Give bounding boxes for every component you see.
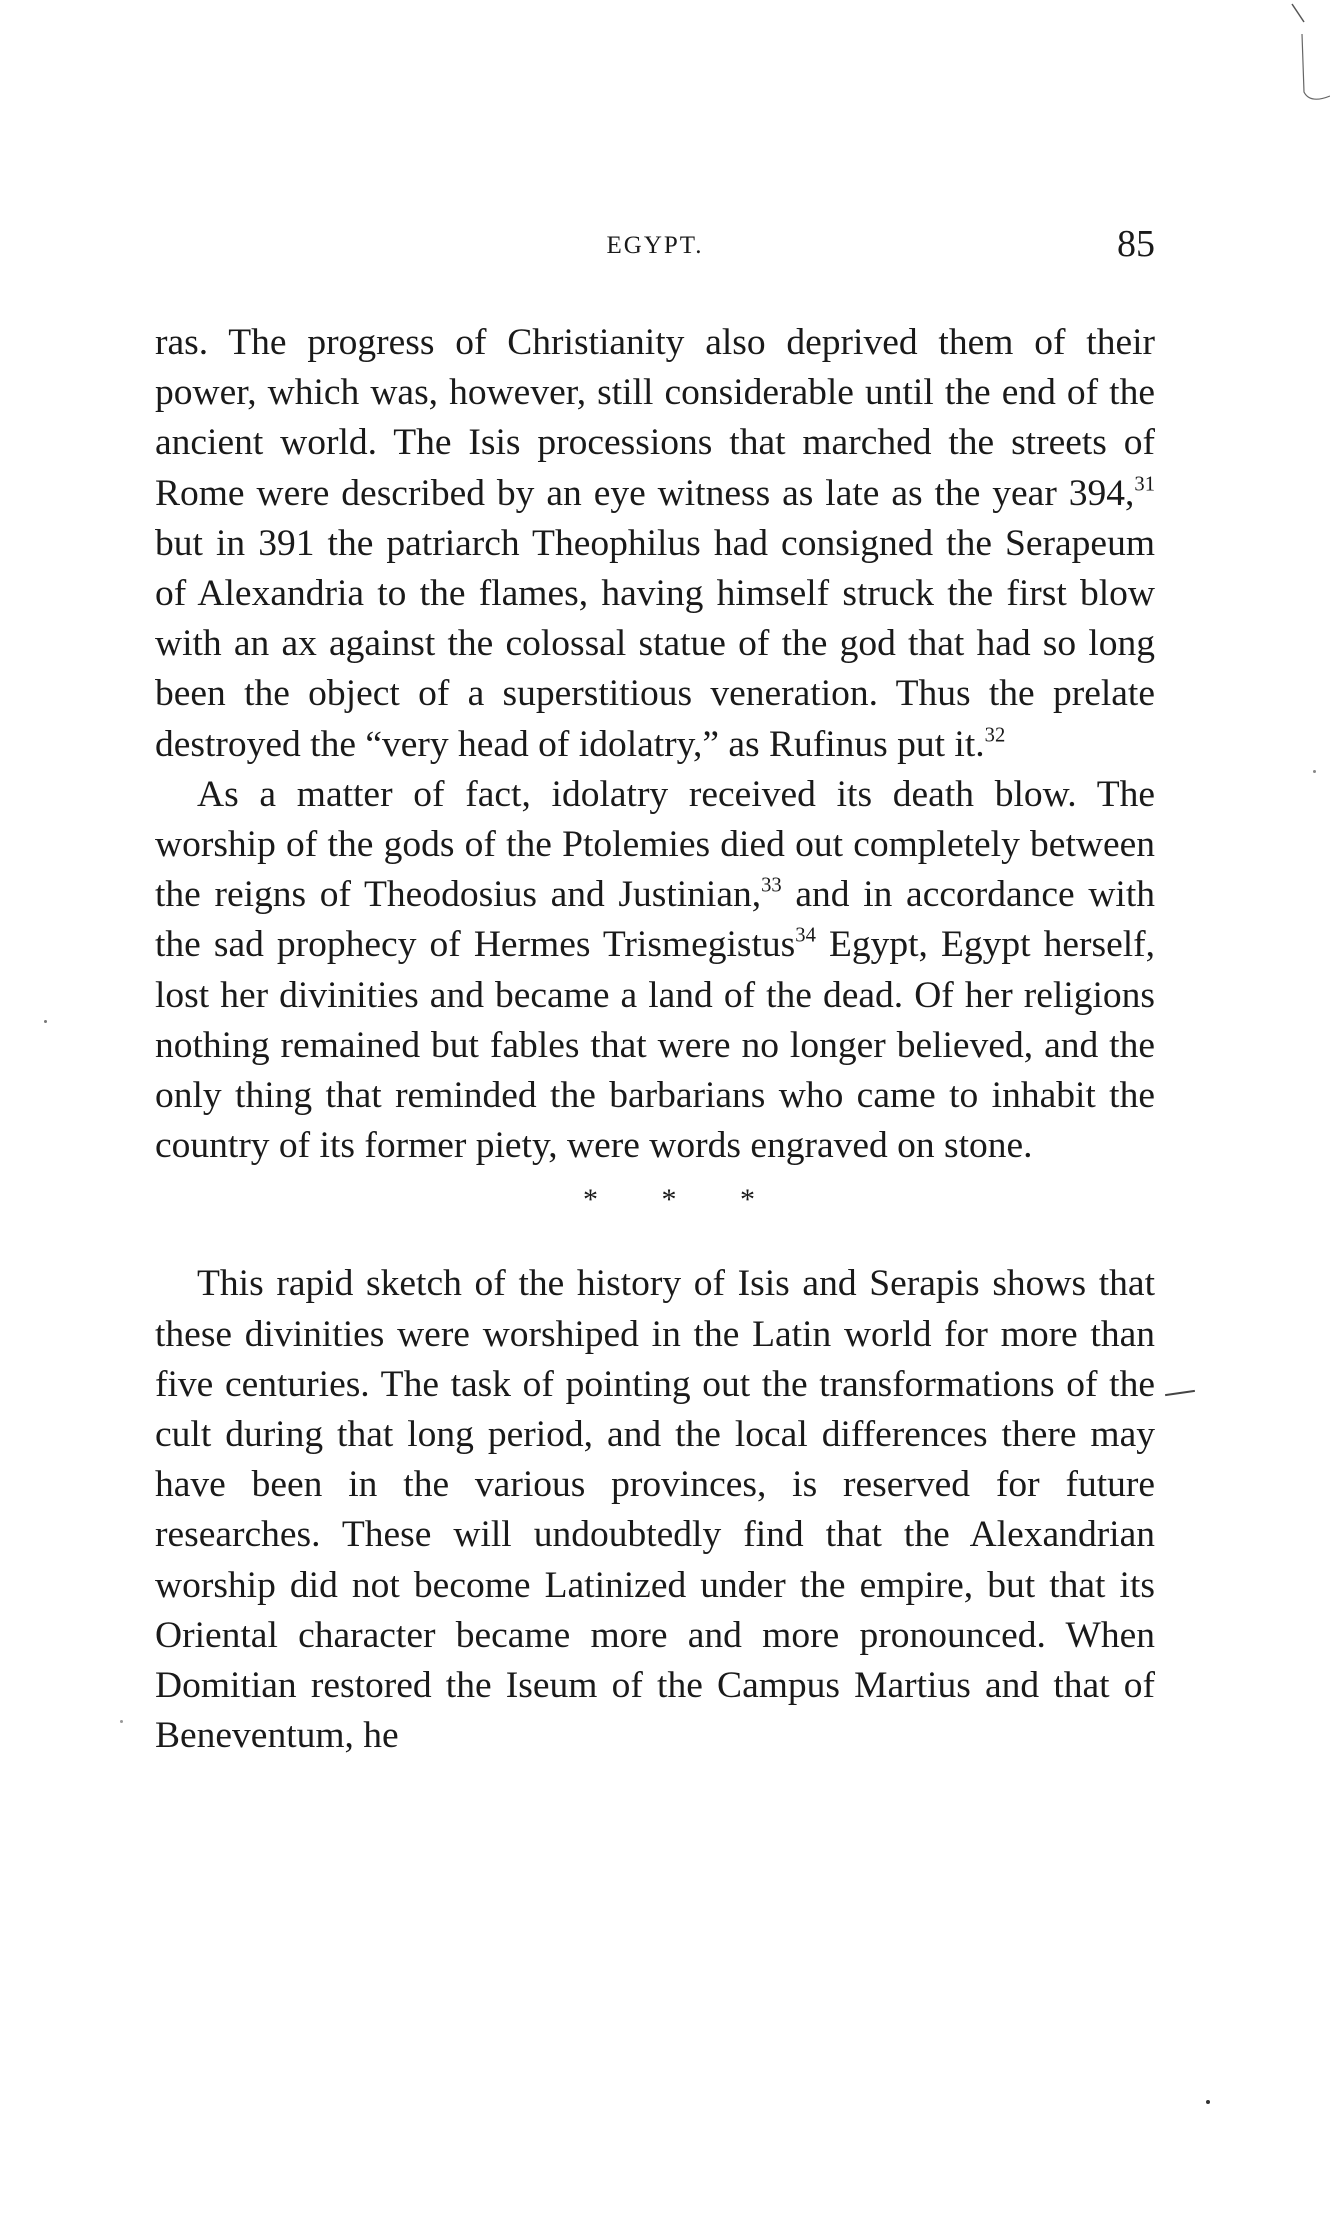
page-header (155, 222, 1155, 272)
footnote-marker: 33 (761, 874, 782, 897)
section-break-asterism: * * * (583, 1183, 783, 1217)
body-text (155, 318, 1155, 1761)
margin-dash (1165, 1390, 1195, 1396)
paragraph-text: but in 391 the patriarch Theophilus had consigned the Serapeum of Alexandria to the flames, having himself struck the first blow with an ax against the colossal statue of the god that had so long been the object of a superstitious veneration. Thus the prelate destroyed the “very head of idolatry,” as Rufinus put it. (155, 522, 1155, 765)
paper-speck (1313, 770, 1316, 773)
footnote-marker: 32 (984, 724, 1006, 747)
paper-speck (120, 1720, 123, 1723)
paragraph-text: and in accordance with the sad prophecy of Hermes Trismegistus (155, 874, 1155, 966)
footnote-marker: 34 (795, 925, 816, 947)
paragraph-text: This rapid sketch of the history of Isis and Serapis shows that these divinities were worshiped in the Latin world for more than five centuries. The task of pointing out the transformations of the cult during that long period, and the local differences there may have been in the various provinces, is reserved for future researches. These will undoubtedly find that the Alexandrian worship did not become Latinized under the empire, but that its Oriental character became more and more pronounced. When Domitian restored the Iseum of the Campus Martius and that of Beneventum, he (155, 1263, 1155, 1757)
footnote-marker: 31 (1134, 473, 1155, 496)
paragraph-text: As a matter of fact, idolatry received its death blow. The worship of the gods of the Ptolemies died out completely between the reigns of Theodosius and Justinian, (155, 773, 1155, 916)
paragraph-1 (155, 318, 1155, 770)
running-head: EGYPT. (606, 232, 704, 259)
paragraph-3 (155, 1259, 1155, 1761)
paper-speck (44, 1020, 47, 1023)
paragraph-2 (155, 770, 1155, 1172)
page-number: 85 (1117, 223, 1155, 265)
paragraph-text: Egypt, Egypt herself, lost her divinities and became a land of the dead. Of her religions nothing remained but fables that were no longer believed, and the only thing that reminded the barbarians who came to inhabit the country of its former piety, were words engraved on stone. (155, 924, 1155, 1167)
paragraph-text: ras. The progress of Christianity also deprived them of their power, which was, however, still considerable until the end of the ancient world. The Isis processions that marched the streets of Rome were described by an eye witness as late as the year 394, (155, 322, 1155, 514)
margin-pencil-mark (1290, 0, 1330, 110)
paper-speck (1206, 2100, 1210, 2104)
